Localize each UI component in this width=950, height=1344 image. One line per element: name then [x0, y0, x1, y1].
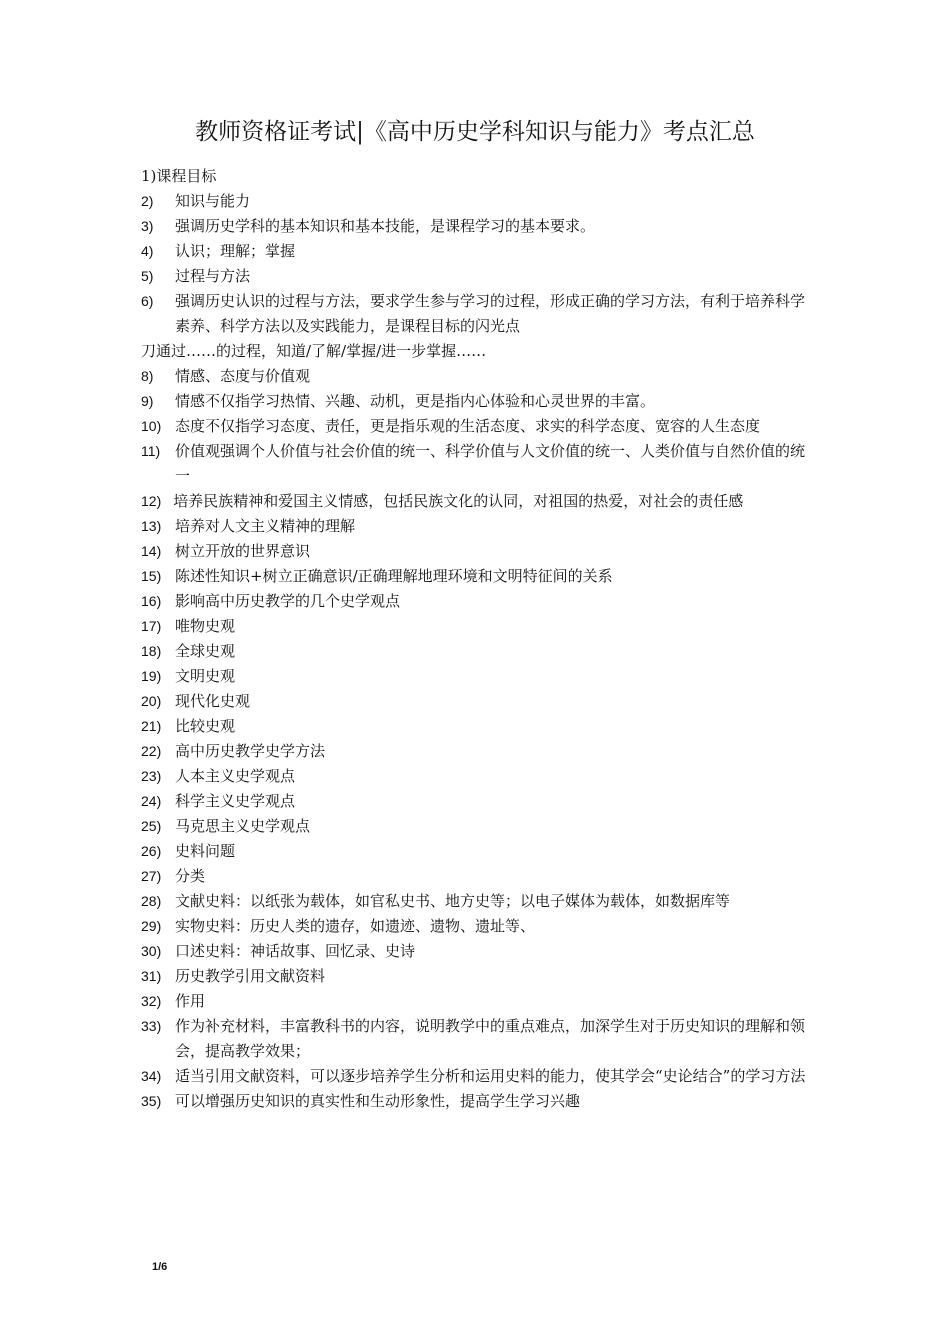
- outline-item-text: 科学主义史学观点: [175, 792, 296, 810]
- outline-item: [141, 539, 807, 564]
- outline-item-number: 9): [141, 393, 154, 409]
- outline-item-number: 8): [141, 368, 154, 384]
- outline-item-text: 作用: [175, 992, 206, 1010]
- outline-item-number: 23): [141, 768, 162, 784]
- outline-item-number: 33): [141, 1018, 162, 1034]
- outline-item: [141, 389, 807, 414]
- outline-item: [141, 339, 807, 364]
- outline-item: [141, 214, 807, 239]
- outline-item: [141, 439, 807, 489]
- outline-item-number: 17): [141, 618, 162, 634]
- page-number: 1/6: [152, 1261, 168, 1273]
- outline-item: [141, 939, 807, 964]
- outline-item-text: 强调历史认识的过程与方法，要求学生参与学习的过程，形成正确的学习方法，有利于培养科学素养、科学方法以及实践能力，是课程目标的闪光点: [175, 292, 806, 335]
- outline-item: [141, 964, 807, 989]
- outline-item-number: 11): [141, 443, 161, 459]
- outline-item-text: 作为补充材料，丰富教科书的内容，说明教学中的重点难点，加深学生对于历史知识的理解和领会，提高教学效果；: [175, 1017, 806, 1060]
- outline-item-number: 25): [141, 818, 162, 834]
- outline-item: [141, 1064, 807, 1089]
- outline-item-number: 34): [141, 1068, 162, 1084]
- outline-item: [141, 514, 807, 539]
- outline-item: [141, 714, 807, 739]
- outline-item-number: 13): [141, 518, 162, 534]
- outline-item-number: 29): [141, 918, 162, 934]
- outline-item-number: 6): [141, 293, 154, 309]
- outline-item: [141, 614, 807, 639]
- outline-item: [141, 864, 807, 889]
- outline-item: [141, 264, 807, 289]
- outline-item: [141, 489, 807, 514]
- outline-item-number: 24): [141, 793, 162, 809]
- outline-item-text: 影响高中历史教学的几个史学观点: [175, 592, 401, 610]
- outline-item-text: 史料问题: [175, 842, 236, 860]
- outline-item-number: 35): [141, 1093, 162, 1109]
- outline-item-text: 分类: [175, 867, 206, 885]
- outline-item-number: 30): [141, 943, 162, 959]
- outline-item: [141, 764, 807, 789]
- outline-item-number: 3): [141, 218, 154, 234]
- outline-item: [141, 239, 807, 264]
- outline-item-text: 情感、态度与价值观: [175, 367, 311, 385]
- outline-item: [141, 889, 807, 914]
- outline-item: [141, 1014, 807, 1064]
- outline-item: [141, 414, 807, 439]
- outline-item: [141, 1089, 807, 1114]
- outline-item-text: 可以增强历史知识的真实性和生动形象性，提高学生学习兴趣: [175, 1092, 581, 1110]
- outline-item-number: 21): [141, 718, 162, 734]
- outline-item-number: 10): [141, 418, 162, 434]
- document-title: 教师资格证考试|《高中历史学科知识与能力》考点汇总: [195, 119, 755, 145]
- outline-heading-text: 1)课程目标: [141, 167, 217, 185]
- outline-item-text: 口述史料：神话故事、回忆录、史诗: [175, 942, 416, 960]
- outline-item-number: 18): [141, 643, 162, 659]
- outline-item-text: 价值观强调个人价值与社会价值的统一、科学价值与人文价值的统一、人类价值与自然价值的统一: [175, 442, 806, 485]
- outline-item-text: 唯物史观: [175, 617, 236, 635]
- outline-item-text: 人本主义史学观点: [175, 767, 296, 785]
- outline-item-number: 26): [141, 843, 162, 859]
- outline-item-text: 现代化史观: [175, 692, 251, 710]
- outline-item-number: 31): [141, 968, 162, 984]
- outline-item: [141, 189, 807, 214]
- outline-item-text: 态度不仅指学习态度、责任，更是指乐观的生活态度、求实的科学态度、宽容的人生态度: [175, 417, 761, 435]
- outline-item-number: 5): [141, 268, 154, 284]
- outline-heading: [141, 164, 807, 189]
- outline-item: [141, 564, 807, 589]
- outline-item-text: 历史教学引用文献资料: [175, 967, 326, 985]
- outline-item-number: 28): [141, 893, 162, 909]
- outline-items: [141, 189, 807, 1114]
- outline-item: [141, 589, 807, 614]
- outline-item-text: 刀通过……的过程，知道/了解/掌握/进一步掌握……: [141, 342, 487, 360]
- outline-item-text: 知识与能力: [175, 192, 251, 210]
- outline-item: [141, 989, 807, 1014]
- outline-item: [141, 364, 807, 389]
- outline-item-text: 树立开放的世界意识: [175, 542, 311, 560]
- outline-item-text: 实物史料：历史人类的遗存，如遗迹、遗物、遗址等、: [175, 917, 536, 935]
- outline-item: [141, 289, 807, 339]
- outline-item-text: 适当引用文献资料，可以逐步培养学生分析和运用史料的能力，使其学会“史论结合”的学习方法: [175, 1067, 806, 1085]
- outline-item-number: 4): [141, 243, 154, 259]
- outline-item: [141, 914, 807, 939]
- outline-item-text: 马克思主义史学观点: [175, 817, 311, 835]
- outline-item-text: 强调历史学科的基本知识和基本技能，是课程学习的基本要求。: [175, 217, 596, 235]
- outline-item: [141, 814, 807, 839]
- outline-item-number: 27): [141, 868, 162, 884]
- outline-item: [141, 664, 807, 689]
- outline-item-text: 高中历史教学史学方法: [175, 742, 326, 760]
- outline-item-text: 过程与方法: [175, 267, 251, 285]
- outline-item-text: 全球史观: [175, 642, 236, 660]
- outline-item: [141, 789, 807, 814]
- outline-item-text: 陈述性知识+树立正确意识/正确理解地理环境和文明特征间的关系: [175, 567, 613, 585]
- outline-item: [141, 739, 807, 764]
- outline-item-number: 22): [141, 743, 162, 759]
- outline-item-text: 文献史料：以纸张为载体，如官私史书、地方史等；以电子媒体为载体，如数据库等: [175, 892, 731, 910]
- outline-item-text: 认识；理解；掌握: [175, 242, 296, 260]
- outline-item-number: 15): [141, 568, 162, 584]
- outline-item: [141, 839, 807, 864]
- outline-item-number: 14): [141, 543, 162, 559]
- outline-item-number: 32): [141, 993, 162, 1009]
- outline-item-text: 比较史观: [175, 717, 236, 735]
- outline-item: [141, 639, 807, 664]
- outline-item-number: 12): [141, 493, 162, 509]
- outline-item-text: 情感不仅指学习热情、兴趣、动机，更是指内心体验和心灵世界的丰富。: [175, 392, 656, 410]
- outline-item-number: 2): [141, 193, 154, 209]
- outline-item-text: 培养对人文主义精神的理解: [175, 517, 356, 535]
- outline-item-number: 19): [141, 668, 162, 684]
- outline-item-number: 20): [141, 693, 162, 709]
- outline-list: [141, 164, 807, 1114]
- outline-item-text: 文明史观: [175, 667, 236, 685]
- outline-item-text: 培养民族精神和爱国主义情感，包括民族文化的认同，对祖国的热爱，对社会的责任感: [173, 492, 744, 510]
- outline-item-number: 16): [141, 593, 162, 609]
- outline-item: [141, 689, 807, 714]
